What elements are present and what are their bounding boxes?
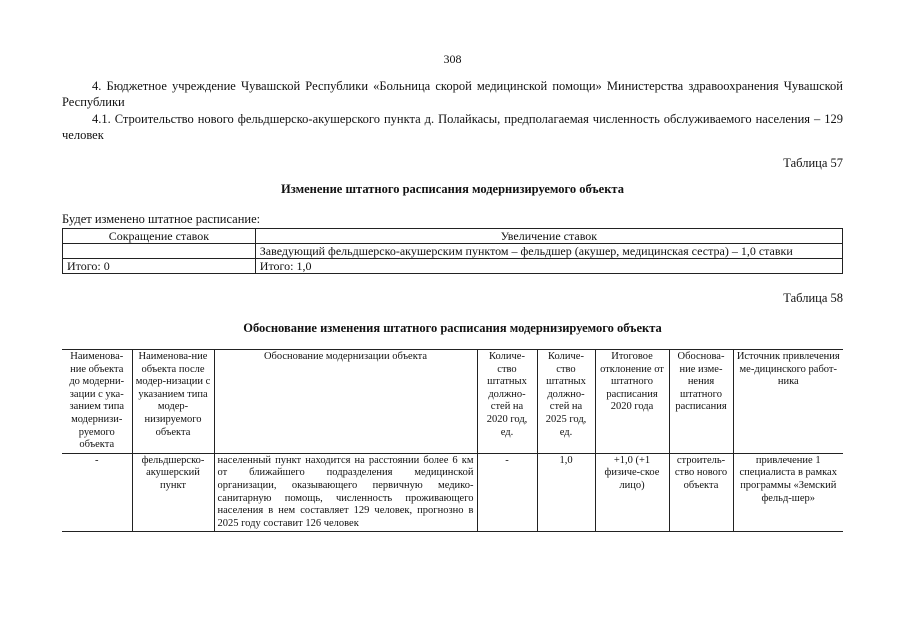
table-cell: - bbox=[477, 453, 537, 532]
table-row bbox=[62, 453, 843, 532]
table-57 bbox=[62, 228, 843, 274]
table-58 bbox=[62, 349, 843, 532]
table-57-total-reduce: Итого: 0 bbox=[63, 259, 256, 274]
table-57-cell-increase: Заведующий фельдшерско-акушерским пунктом – фельдшер (акушер, медицинская сестра) – 1,0 ставки bbox=[255, 244, 842, 259]
table-58-title: Обоснование изменения штатного расписания модернизируемого объекта bbox=[243, 321, 662, 335]
table-58-header-cell: Итоговое отклонение от штатного расписания 2020 года bbox=[595, 350, 669, 454]
table-57-col-increase: Увеличение ставок bbox=[255, 229, 842, 244]
table-58-label: Таблица 58 bbox=[783, 291, 843, 305]
table-57-title: Изменение штатного расписания модернизируемого объекта bbox=[281, 182, 624, 196]
section-item-4-text: 4. Бюджетное учреждение Чувашской Республики «Больница скорой медицинской помощи» Министерства здравоохранения Чувашской Республики bbox=[62, 79, 843, 109]
page-number: 308 bbox=[443, 52, 462, 66]
table-57-total-row bbox=[63, 259, 843, 274]
table-58-header-cell: Наименова-ние объекта после модер-низации с указанием типа модер-низируемого объекта bbox=[132, 350, 214, 454]
table-58-header-cell: Источник привлечения ме-дицинского работ-ника bbox=[733, 350, 843, 454]
section-item-4-1-text: 4.1. Строительство нового фельдшерско-акушерского пункта д. Полайкасы, предполагаемая численность обслуживаемого населения – 129 человек bbox=[62, 112, 843, 142]
section-item-4 bbox=[62, 78, 843, 110]
table-58-header-row bbox=[62, 350, 843, 454]
table-58-header-cell: Количе-ство штатных должно-стей на 2025 год, ед. bbox=[537, 350, 595, 454]
table-cell: населенный пункт находится на расстоянии более 6 км от ближайшего подразделения медицинской организации, оказывающего первичную медико-санитарную помощь, численность проживающего населения в нем составляет 129 человек, прогнозно в 2025 году составит 126 человек bbox=[214, 453, 477, 532]
table-58-header-cell: Наименова-ние объекта до модерни-зации с ука-занием типа модернизи-руемого объекта bbox=[62, 350, 132, 454]
table-cell: строитель-ство нового объекта bbox=[669, 453, 733, 532]
table-58-header-cell: Обоснование модернизации объекта bbox=[214, 350, 477, 454]
table-cell: фельдшерско-акушерский пункт bbox=[132, 453, 214, 532]
table-cell: - bbox=[62, 453, 132, 532]
table-cell: 1,0 bbox=[537, 453, 595, 532]
table-57-label: Таблица 57 bbox=[783, 156, 843, 170]
table-57-caption: Будет изменено штатное расписание: bbox=[62, 212, 261, 226]
table-57-total-increase: Итого: 1,0 bbox=[255, 259, 842, 274]
table-57-header-row bbox=[63, 229, 843, 244]
table-57-cell-reduce bbox=[63, 244, 256, 259]
table-row bbox=[63, 244, 843, 259]
table-58-header-cell: Обоснова-ние изме-нения штатного расписания bbox=[669, 350, 733, 454]
table-cell: привлечение 1 специалиста в рамках программы «Земский фельд-шер» bbox=[733, 453, 843, 532]
table-57-col-reduce: Сокращение ставок bbox=[63, 229, 256, 244]
section-item-4-1 bbox=[62, 111, 843, 143]
table-cell: +1,0 (+1 физиче-ское лицо) bbox=[595, 453, 669, 532]
table-58-header-cell: Количе-ство штатных должно-стей на 2020 год, ед. bbox=[477, 350, 537, 454]
